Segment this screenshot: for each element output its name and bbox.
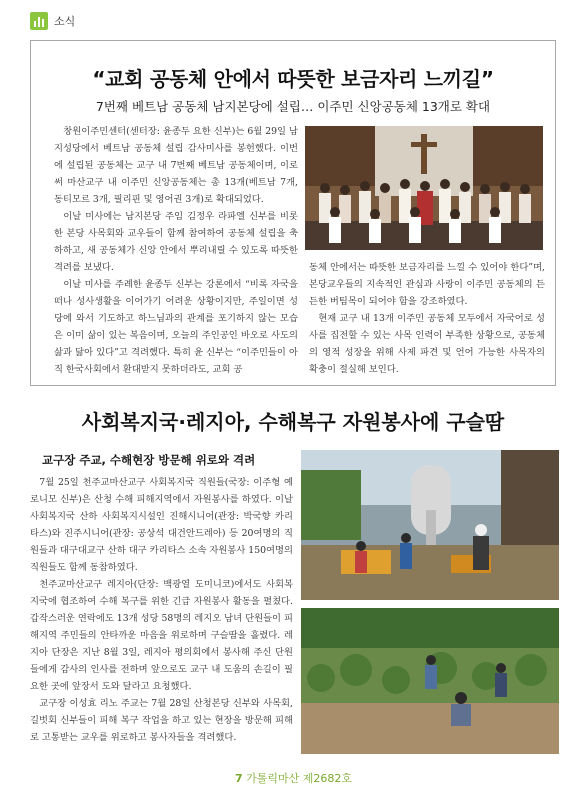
article1-paragraph: 이날 미사에는 남지본당 주임 김정우 라파엘 신부를 비롯한 본당 사목회와 교우들이 함께 참여하여 공동체 설립을 축하하고, 새 공동체가 신앙 안에서 뿌리내릴 수 있도록 따뜻한 격려를 보냈다. — [54, 211, 298, 273]
article1-paragraph: 창원이주민센터(센터장: 윤종두 요한 신부)는 6월 29일 남지성당에서 베트남 공동체 설립 감사미사를 봉헌했다. 이번에 설립된 공동체는 교구 내 7번째 베트남 공동체이며, 이로써 마산교구 내 이주민 신앙공동체는 총 13개(베트남 7개, 동티모르 3개, 필리핀 및 영어권 3개)로 확대되었다. — [54, 126, 298, 205]
section-label: 소식 — [54, 15, 76, 28]
article2-paragraph: 7월 25일 천주교마산교구 사회복지국 직원들(국장: 이주형 예로니모 신부)은 산청 수해 피해지역에서 자원봉사를 하였다. 이날 사회복지국 산하 사회복지시설인 진해시니어(관장: 박국향 카리타스)와 진주시니어(관장: 공상석 대건안드레아) 등 20여명의 직원들과 대구대교구 산하 대구 카리타스 소속 자원봉사 150여명의 직원들도 함께 동참하였다. — [30, 477, 293, 573]
section-logo-icon — [30, 12, 48, 30]
article2-paragraph: 천주교마산교구 레지아(단장: 백광열 도미니코)에서도 사회복지국에 협조하여 수해 복구를 위한 긴급 자원봉사 활동을 펼쳤다. 갑작스러운 연락에도 13개 성당 58명의 레지오 남녀 단원들이 피해지역 주민들의 안타까운 마음을 위로하며 구슬땀을 흘렸다. 레지아 단장은 지난 8월 3일, 레지아 평의회에서 봉사해 주신 단원들에게 감사의 인사를 전하며 앞으로도 교구 내 도움의 손길이 필요한 곳에 앞장서 도와 달라고 요청했다. — [30, 579, 293, 692]
article2-body — [30, 474, 293, 746]
page-number: 7 — [234, 772, 243, 785]
article1-paragraph: 이날 미사를 주례한 윤종두 신부는 강론에서 “비록 자국을 떠나 성사생활을 이어가기 어려운 상황이지만, 주일이면 성당에 와서 기도하고 하느님과의 관계를 포기하지 않는 모습은 이미 삶이 있는 복음이며, 오늘의 주인공인 바오로 사도의 삶과 닮아 있다”고 격려했다. 특히 윤 신부는 “이주민들이 아직 한국사회에서 환대받지 못하더라도, 교회 공 — [54, 279, 298, 375]
mass-group-photo — [305, 126, 543, 250]
article1-body-right — [309, 259, 545, 378]
article1-subtitle: 7번째 베트남 공동체 남지본당에 설립… 이주민 신앙공동체 13개로 확대 — [95, 99, 491, 114]
article1-body-left — [54, 123, 298, 378]
article1-title: “교회 공동체 안에서 따뜻한 보금자리 느끼길” — [92, 67, 494, 91]
article-migrant-community — [30, 40, 556, 386]
section-header — [30, 12, 75, 30]
article1-paragraph: 현재 교구 내 13개 이주민 공동체 모두에서 자국어로 성사를 집전할 수 있는 사목 인력이 부족한 상황으로, 공동체의 영적 성장을 위해 사제 파견 및 언어 가능한 사목자의 확충이 절실해 보인다. — [309, 313, 545, 375]
article2-title: 사회복지국·레지아, 수해복구 자원봉사에 구슬땀 — [81, 410, 505, 434]
publication-issue: 가톨릭마산 제2682호 — [246, 772, 353, 785]
volunteer-farm-photo — [301, 450, 559, 600]
volunteer-field-photo — [301, 608, 559, 754]
article2-paragraph: 교구장 이성효 리노 주교는 7월 28일 산청본당 신부와 사목회, 길벗회 신부들이 피해 복구 작업을 하고 있는 현장을 방문해 피해로 고통받는 교우를 위로하고 봉사자들을 격려했다. — [30, 698, 293, 743]
article2-subtitle: 교구장 주교, 수해현장 방문해 위로와 격려 — [42, 453, 256, 467]
article1-paragraph: 동체 안에서는 따뜻한 보금자리를 느낄 수 있어야 한다”며, 본당교우들의 지속적인 관심과 사랑이 이주민 공동체의 든든한 버팀목이 되어야 함을 강조하였다. — [309, 262, 545, 307]
page-footer — [0, 770, 587, 786]
